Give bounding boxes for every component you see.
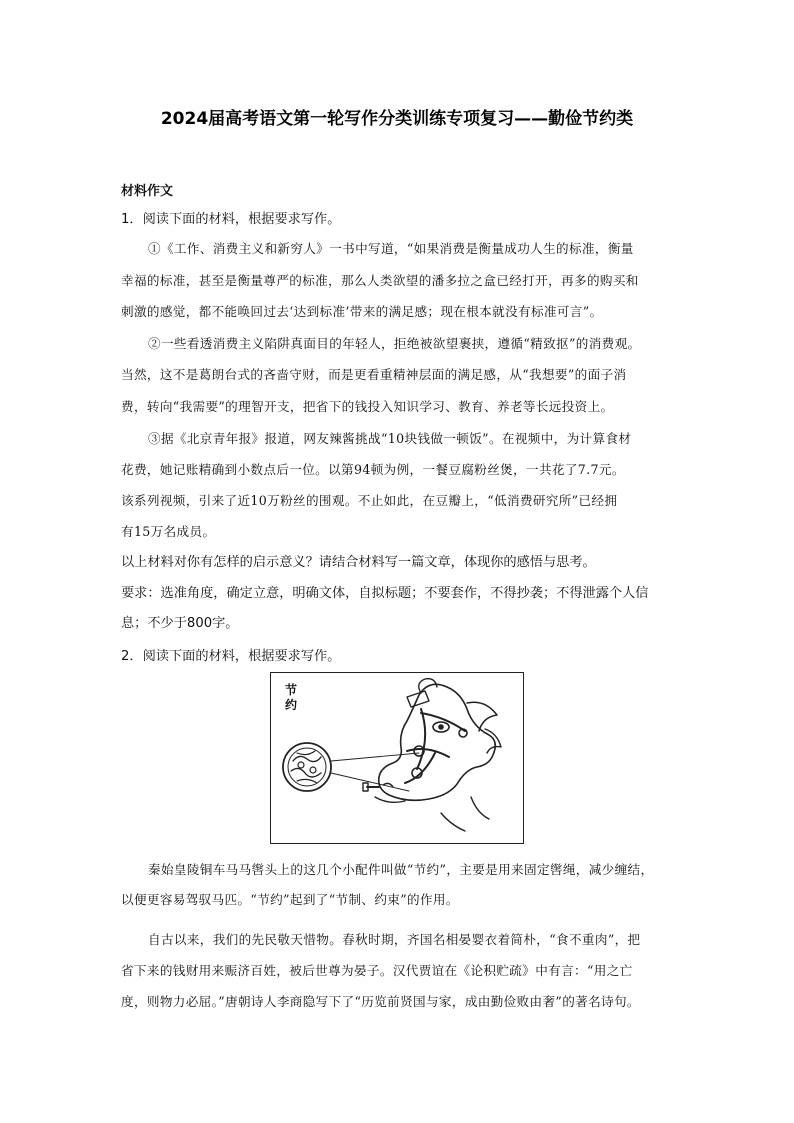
q1-material-line: 幸福的标准，甚至是衡量尊严的标准，那么人类欲望的潘多拉之盒已经打开，再多的购买和 — [121, 273, 639, 288]
q1-material-line: 费，转向“我需要”的理智开支，把省下的钱投入知识学习、教育、养老等长远投资上。 — [121, 399, 614, 414]
page-title: 2024届高考语文第一轮写作分类训练专项复习——勤俭节约类 — [160, 109, 634, 129]
q1-requirements: 息；不少于800字。 — [121, 616, 239, 631]
q2-material-line: 省下来的钱财用来赈济百姓，被后世尊为晏子。汉代贾谊在《论积贮疏》中有言：“用之亡 — [121, 963, 633, 978]
q2-material-line: 自古以来，我们的先民敬天惜物。春秋时期，齐国名相晏婴衣着简朴，“食不重肉”，把 — [148, 932, 641, 947]
q2-material-line: 度，则物力必屈。”唐朝诗人李商隐写下了“历览前贤国与家，成由勤俭败由奢”的著名诗句。 — [121, 994, 640, 1009]
q1-requirements: 要求：选准角度，确定立意，明确文体，自拟标题；不要套作，不得抄袭；不得泄露个人信 — [121, 586, 649, 601]
figure-label: 节约 — [285, 683, 298, 712]
q1-material-line: ①《工作、消费主义和新穷人》一书中写道，“如果消费是衡量成功人生的标准，衡量 — [148, 241, 634, 256]
q2-material-line: 秦始皇陵铜车马马辔头上的这几个小配件叫做“节约”，主要是用来固定辔绳，减少缠结， — [148, 862, 654, 877]
q1-material-line: 花费，她记账精确到小数点后一位。以第94顿为例，一餐豆腐粉丝煲，一共花了7.7元。 — [121, 462, 625, 477]
q1-material-line: ③据《北京青年报》报道，网友辣酱挑战“10块钱做一顿饭”。在视频中，为计算食材 — [148, 431, 632, 446]
q2-prompt: 2．阅读下面的材料，根据要求写作。 — [121, 649, 341, 664]
q1-material-line: 有15万名成员。 — [121, 524, 216, 539]
horse-head-drawing — [271, 673, 522, 842]
horse-bridle-illustration — [270, 672, 524, 844]
q2-material-line: 以便更容易驾驭马匹。“节约”起到了“节制、约束”的作用。 — [121, 892, 459, 907]
q1-material-line: 当然，这不是葛朗台式的吝啬守财，而是更看重精神层面的满足感，从“我想要”的面子消 — [121, 367, 627, 382]
q1-material-line: 刺激的感觉，都不能唤回过去‘达到标准’带来的满足感；现在根本就没有标准可言”。 — [121, 304, 603, 319]
q1-prompt: 1．阅读下面的材料，根据要求写作。 — [121, 212, 341, 227]
q1-material-line: 该系列视频，引来了近10万粉丝的围观。不止如此，在豆瓣上，“低消费研究所”已经拥 — [121, 493, 618, 508]
q1-material-line: ②一些看透消费主义陷阱真面目的年轻人，拒绝被欲望裹挟，遵循“精致抠”的消费观。 — [148, 336, 641, 351]
q1-question: 以上材料对你有怎样的启示意义？请结合材料写一篇文章，体现你的感悟与思考。 — [121, 555, 596, 570]
section-heading: 材料作文 — [121, 184, 174, 199]
